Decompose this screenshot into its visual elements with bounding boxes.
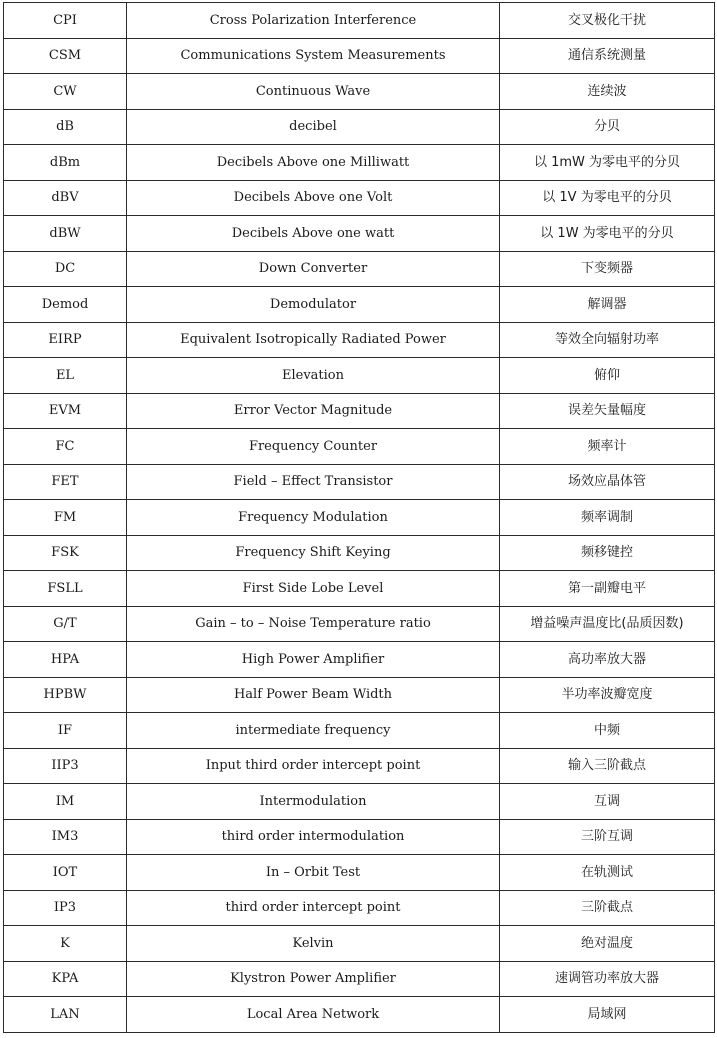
abbreviation-cell: KPA [4, 961, 127, 997]
table-row [4, 713, 715, 749]
table-row [4, 251, 715, 287]
table-row [4, 109, 715, 145]
abbreviation-cell: CSM [4, 38, 127, 74]
table-row [4, 926, 715, 962]
chinese-term-cell: 互调 [500, 784, 715, 820]
abbreviation-cell: EL [4, 358, 127, 394]
abbreviation-cell: dBm [4, 145, 127, 181]
chinese-term-cell: 以 1mW 为零电平的分贝 [500, 145, 715, 181]
full-term-cell: Communications System Measurements [127, 38, 500, 74]
full-term-cell: Local Area Network [127, 997, 500, 1033]
chinese-term-cell: 频率计 [500, 429, 715, 465]
abbreviation-cell: IF [4, 713, 127, 749]
full-term-cell: Klystron Power Amplifier [127, 961, 500, 997]
full-term-cell: Field – Effect Transistor [127, 464, 500, 500]
table-row [4, 145, 715, 181]
table-row [4, 429, 715, 465]
abbreviation-cell: FC [4, 429, 127, 465]
table-row [4, 819, 715, 855]
abbreviation-cell: CW [4, 74, 127, 110]
abbreviation-cell: dBV [4, 180, 127, 216]
abbreviation-cell: EVM [4, 393, 127, 429]
chinese-term-cell: 等效全向辐射功率 [500, 322, 715, 358]
table-row [4, 961, 715, 997]
abbreviation-cell: IM [4, 784, 127, 820]
abbreviation-cell: G/T [4, 606, 127, 642]
full-term-cell: Continuous Wave [127, 74, 500, 110]
table-row [4, 464, 715, 500]
chinese-term-cell: 中频 [500, 713, 715, 749]
chinese-term-cell: 频移键控 [500, 535, 715, 571]
table-row [4, 855, 715, 891]
abbreviation-cell: HPA [4, 642, 127, 678]
chinese-term-cell: 连续波 [500, 74, 715, 110]
table-row [4, 606, 715, 642]
abbreviation-cell: Demod [4, 287, 127, 323]
chinese-term-cell: 误差矢量幅度 [500, 393, 715, 429]
chinese-term-cell: 场效应晶体管 [500, 464, 715, 500]
table-row [4, 216, 715, 252]
full-term-cell: intermediate frequency [127, 713, 500, 749]
full-term-cell: Half Power Beam Width [127, 677, 500, 713]
chinese-term-cell: 三阶互调 [500, 819, 715, 855]
abbreviation-cell: FM [4, 500, 127, 536]
full-term-cell: Decibels Above one watt [127, 216, 500, 252]
chinese-term-cell: 局域网 [500, 997, 715, 1033]
chinese-term-cell: 增益噪声温度比(品质因数) [500, 606, 715, 642]
full-term-cell: High Power Amplifier [127, 642, 500, 678]
chinese-term-cell: 高功率放大器 [500, 642, 715, 678]
table-row [4, 322, 715, 358]
abbreviation-cell: LAN [4, 997, 127, 1033]
abbreviation-cell: FSLL [4, 571, 127, 607]
abbreviation-cell: FET [4, 464, 127, 500]
abbreviation-cell: HPBW [4, 677, 127, 713]
full-term-cell: Down Converter [127, 251, 500, 287]
table-row [4, 358, 715, 394]
full-term-cell: decibel [127, 109, 500, 145]
table-row [4, 393, 715, 429]
chinese-term-cell: 半功率波瓣宽度 [500, 677, 715, 713]
table-row [4, 38, 715, 74]
abbreviation-cell: CPI [4, 3, 127, 39]
full-term-cell: third order intercept point [127, 890, 500, 926]
chinese-term-cell: 以 1W 为零电平的分贝 [500, 216, 715, 252]
chinese-term-cell: 下变频器 [500, 251, 715, 287]
chinese-term-cell: 第一副瓣电平 [500, 571, 715, 607]
abbreviation-cell: IIP3 [4, 748, 127, 784]
abbreviation-cell: IOT [4, 855, 127, 891]
table-row [4, 287, 715, 323]
full-term-cell: Elevation [127, 358, 500, 394]
full-term-cell: Frequency Shift Keying [127, 535, 500, 571]
abbreviation-cell: IP3 [4, 890, 127, 926]
table-row [4, 535, 715, 571]
full-term-cell: Cross Polarization Interference [127, 3, 500, 39]
abbreviation-cell: FSK [4, 535, 127, 571]
chinese-term-cell: 速调管功率放大器 [500, 961, 715, 997]
abbreviation-cell: DC [4, 251, 127, 287]
full-term-cell: First Side Lobe Level [127, 571, 500, 607]
chinese-term-cell: 解调器 [500, 287, 715, 323]
abbreviation-cell: dB [4, 109, 127, 145]
table-row [4, 748, 715, 784]
chinese-term-cell: 交叉极化干扰 [500, 3, 715, 39]
full-term-cell: Gain – to – Noise Temperature ratio [127, 606, 500, 642]
full-term-cell: Equivalent Isotropically Radiated Power [127, 322, 500, 358]
table-row [4, 784, 715, 820]
table-row [4, 997, 715, 1033]
table-row [4, 890, 715, 926]
chinese-term-cell: 输入三阶截点 [500, 748, 715, 784]
full-term-cell: Demodulator [127, 287, 500, 323]
abbreviation-cell: IM3 [4, 819, 127, 855]
full-term-cell: Frequency Counter [127, 429, 500, 465]
full-term-cell: Error Vector Magnitude [127, 393, 500, 429]
table-row [4, 180, 715, 216]
table-row [4, 642, 715, 678]
chinese-term-cell: 频率调制 [500, 500, 715, 536]
glossary-table [3, 2, 715, 1033]
abbreviation-cell: dBW [4, 216, 127, 252]
full-term-cell: Decibels Above one Volt [127, 180, 500, 216]
full-term-cell: Decibels Above one Milliwatt [127, 145, 500, 181]
table-row [4, 571, 715, 607]
chinese-term-cell: 以 1V 为零电平的分贝 [500, 180, 715, 216]
full-term-cell: Input third order intercept point [127, 748, 500, 784]
chinese-term-cell: 三阶截点 [500, 890, 715, 926]
chinese-term-cell: 在轨测试 [500, 855, 715, 891]
table-row [4, 3, 715, 39]
table-row [4, 677, 715, 713]
full-term-cell: Frequency Modulation [127, 500, 500, 536]
chinese-term-cell: 分贝 [500, 109, 715, 145]
chinese-term-cell: 俯仰 [500, 358, 715, 394]
full-term-cell: third order intermodulation [127, 819, 500, 855]
full-term-cell: Intermodulation [127, 784, 500, 820]
table-row [4, 74, 715, 110]
chinese-term-cell: 绝对温度 [500, 926, 715, 962]
glossary-body [4, 3, 715, 1033]
full-term-cell: Kelvin [127, 926, 500, 962]
chinese-term-cell: 通信系统测量 [500, 38, 715, 74]
abbreviation-cell: K [4, 926, 127, 962]
abbreviation-cell: EIRP [4, 322, 127, 358]
full-term-cell: In – Orbit Test [127, 855, 500, 891]
table-row [4, 500, 715, 536]
